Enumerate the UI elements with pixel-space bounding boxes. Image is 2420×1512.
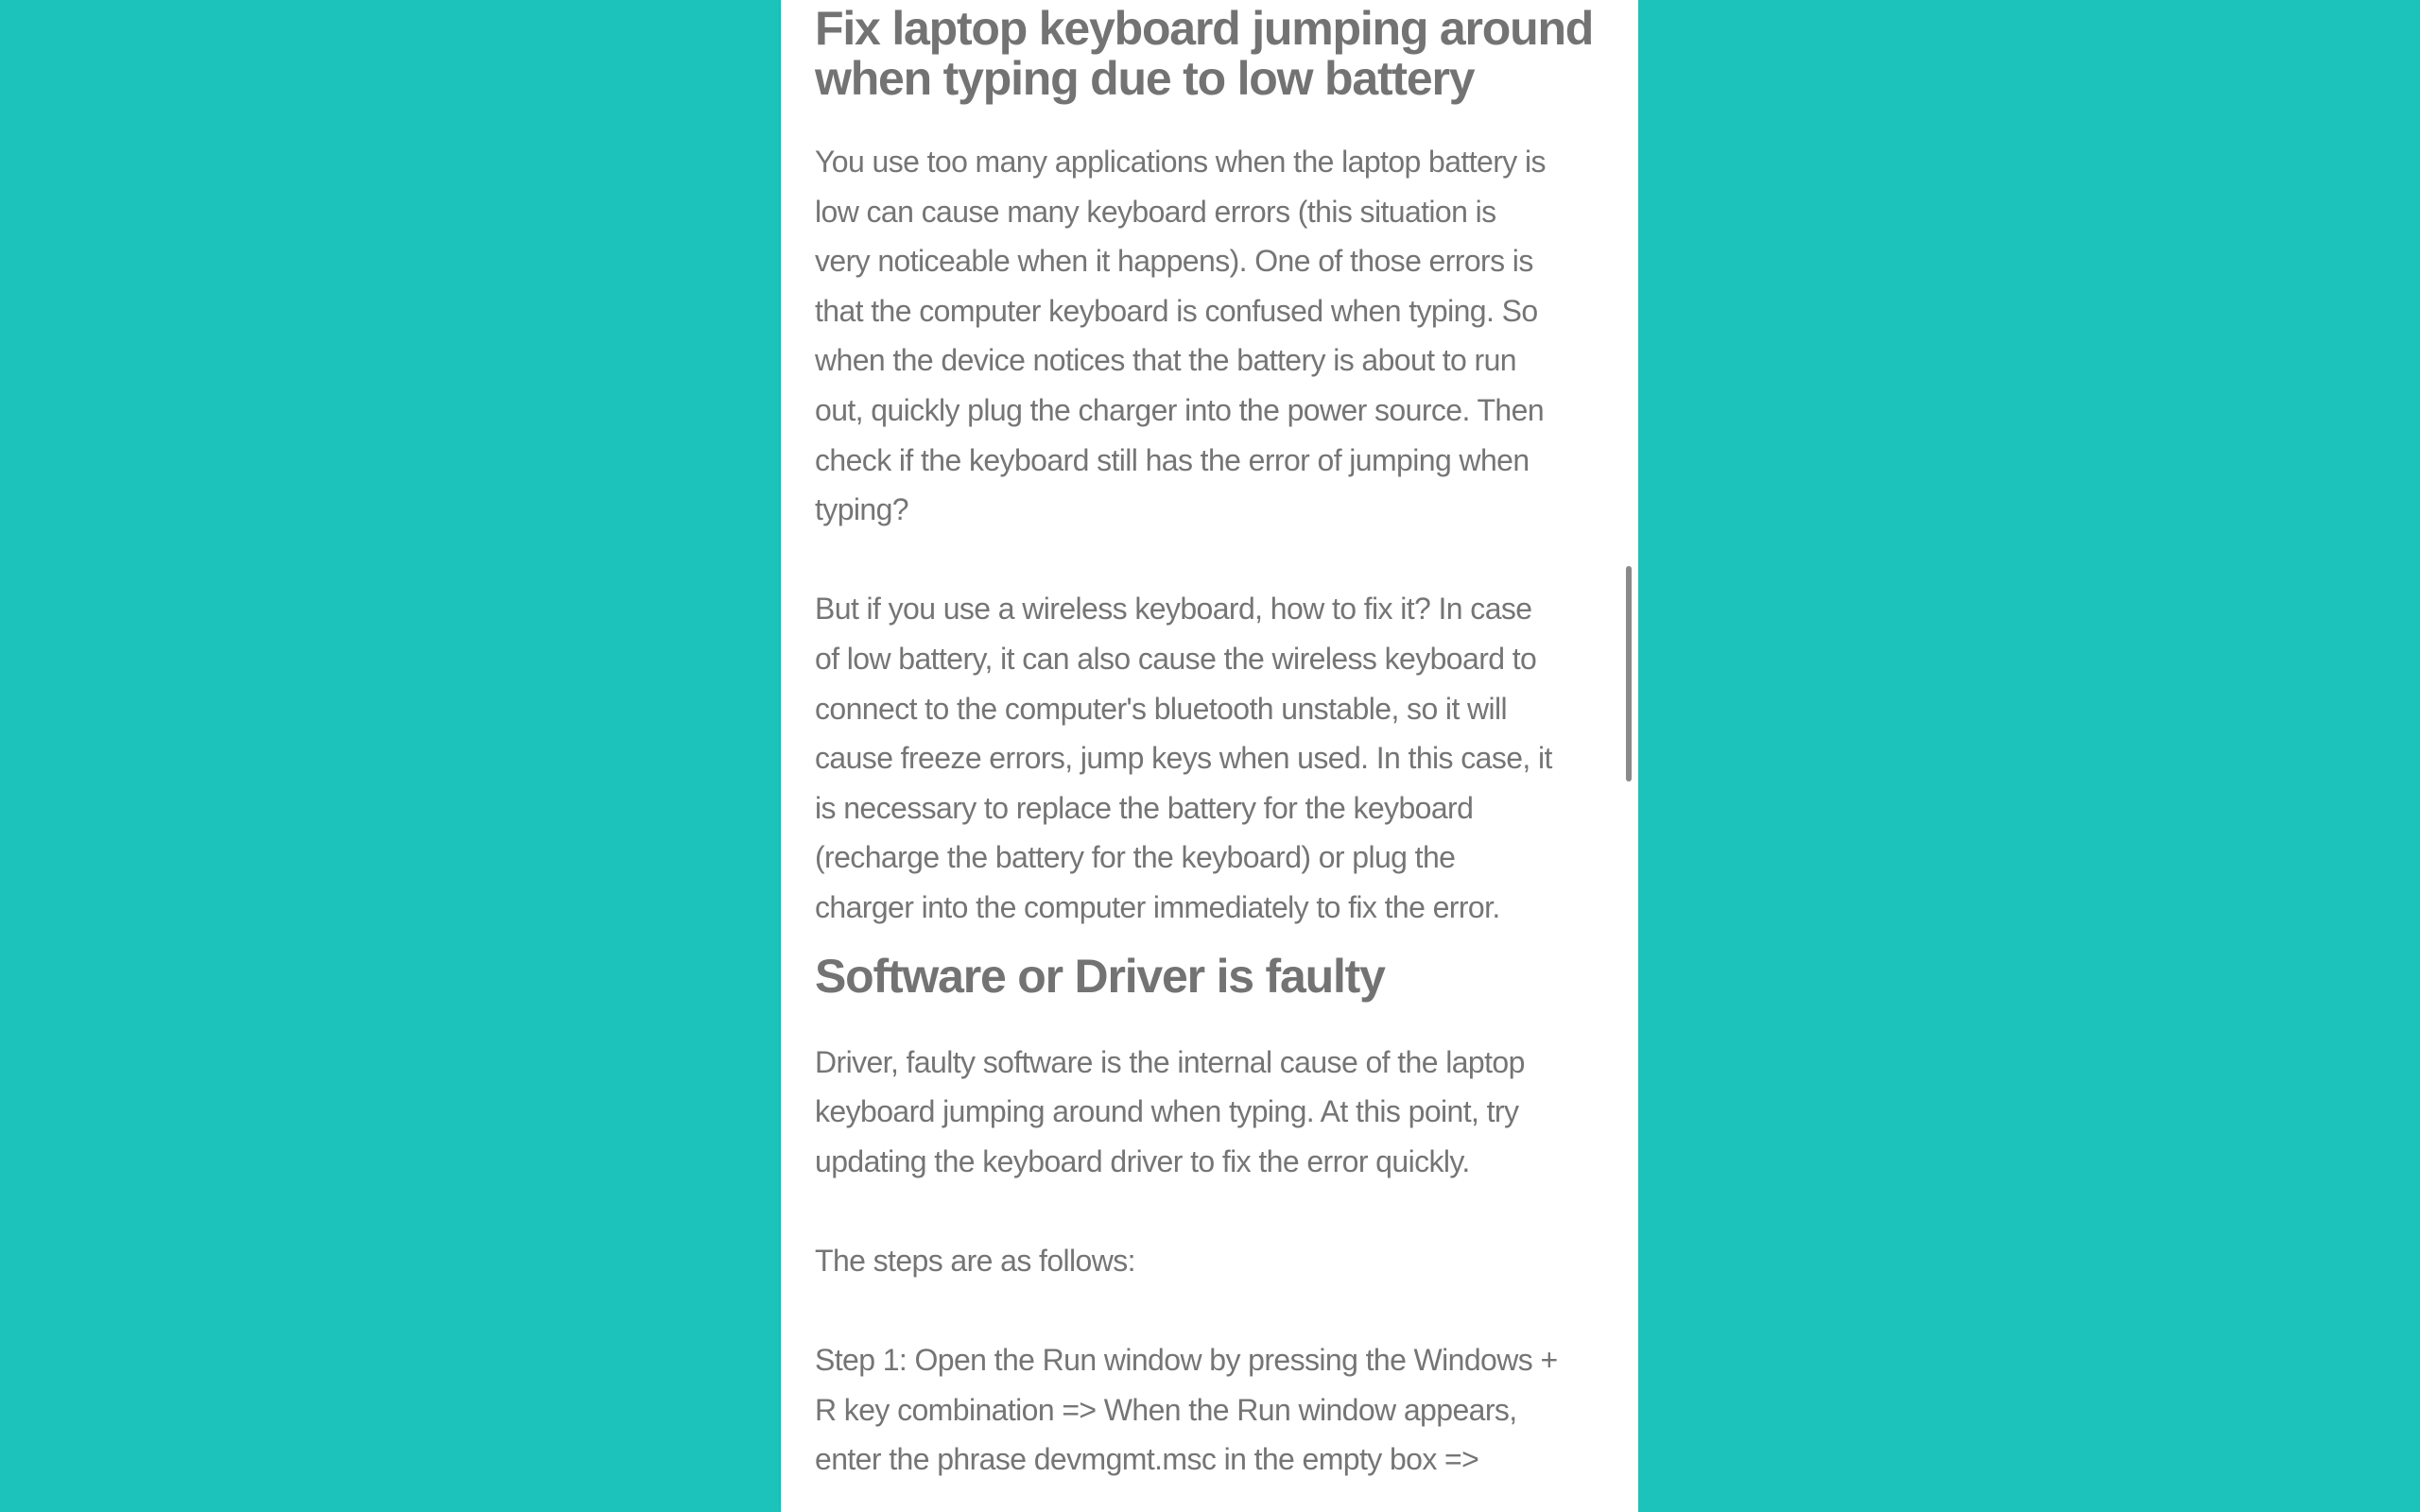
text-line: But if you use a wireless keyboard, how to fix it? In case (815, 592, 1532, 627)
text-line: charger into the computer immediately to fix the error. (815, 889, 1500, 924)
text-line: of low battery, it can also cause the wireless keyboard to (815, 641, 1537, 676)
article-panel[interactable] (781, 0, 1638, 1512)
text-line: Driver, faulty software is the internal cause of the laptop (815, 1044, 1525, 1079)
heading-line: when typing due to low battery (815, 52, 1475, 105)
paragraph-software-driver (815, 1038, 1609, 1485)
vertical-scrollbar-thumb[interactable] (1626, 566, 1632, 782)
article-content (815, 0, 1609, 1485)
text-line: is necessary to replace the battery for the keyboard (815, 790, 1474, 825)
text-line: keyboard jumping around when typing. At this point, try (815, 1094, 1519, 1129)
heading-line: Fix laptop keyboard jumping around (815, 2, 1594, 55)
text-line: cause freeze errors, jump keys when used. In this case, it (815, 741, 1552, 776)
text-line: typing? (815, 492, 908, 527)
text-line: very noticeable when it happens). One of those errors is (815, 244, 1533, 279)
paragraph-spacer (815, 1285, 1609, 1335)
text-line: You use too many applications when the laptop battery is (815, 145, 1546, 179)
text-line: updating the keyboard driver to fix the error quickly. (815, 1143, 1470, 1178)
text-line: out, quickly plug the charger into the power source. Then (815, 392, 1545, 427)
step-1-line: enter the phrase devmgmt.msc in the empty box => (815, 1442, 1479, 1477)
text-line: low can cause many keyboard errors (this situation is (815, 194, 1496, 229)
paragraph-spacer (815, 535, 1609, 585)
text-line: (recharge the battery for the keyboard) or plug the (815, 840, 1456, 875)
paragraph-spacer (815, 1186, 1609, 1236)
text-line: that the computer keyboard is confused when typing. So (815, 293, 1538, 328)
paragraph-low-battery (815, 137, 1609, 933)
steps-intro: The steps are as follows: (815, 1243, 1135, 1278)
text-line: check if the keyboard still has the error of jumping when (815, 442, 1530, 477)
step-1-line: R key combination => When the Run window appears, (815, 1392, 1517, 1427)
step-1-line: Step 1: Open the Run window by pressing the Windows + (815, 1343, 1558, 1378)
section-heading-low-battery (815, 0, 1609, 104)
text-line: connect to the computer's bluetooth unstable, so it will (815, 691, 1508, 726)
section-heading-software-driver: Software or Driver is faulty (815, 949, 1385, 1003)
text-line: when the device notices that the battery is about to run (815, 343, 1516, 378)
